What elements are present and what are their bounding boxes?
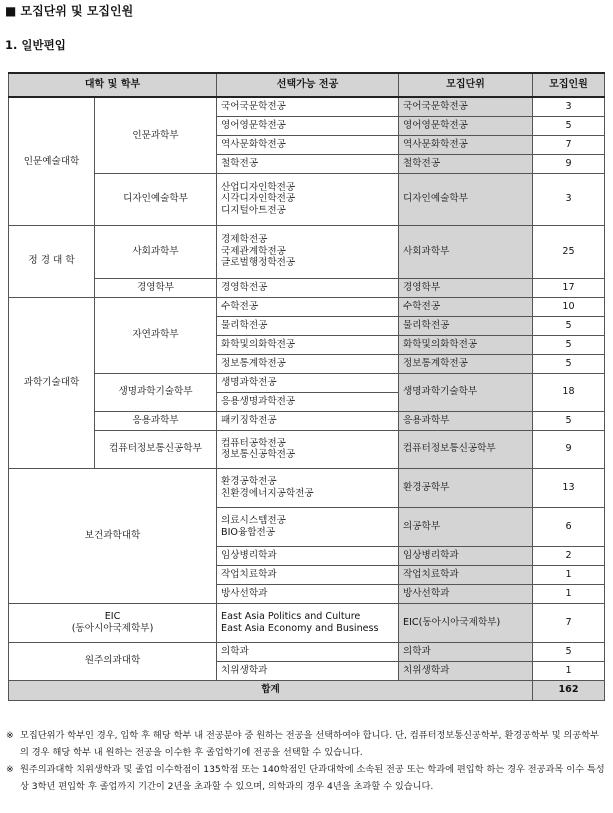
subsection-title: 1. 일반편입 xyxy=(5,38,66,52)
table-row xyxy=(9,278,605,297)
major-cell: 영어영문학전공 xyxy=(217,116,399,135)
unit-cell: 작업치료학과 xyxy=(399,565,533,584)
note-mark: ※ xyxy=(6,764,14,775)
unit-cell: 수학전공 xyxy=(399,297,533,316)
admission-table xyxy=(8,72,605,701)
unit-cell: 의공학부 xyxy=(399,507,533,546)
unit-cell: 화학및의화학전공 xyxy=(399,335,533,354)
count-cell: 13 xyxy=(533,468,605,507)
unit-cell: 디자인예술학부 xyxy=(399,173,533,225)
count-cell: 5 xyxy=(533,116,605,135)
unit-cell: 영어영문학전공 xyxy=(399,116,533,135)
table-row xyxy=(9,373,605,392)
table-row xyxy=(9,225,605,278)
count-cell: 7 xyxy=(533,135,605,154)
table-row xyxy=(9,468,605,507)
note-text: 원주의과대학 치위생학과 및 졸업 이수학점이 135학점 또는 140학점인 단과대학에 소속된 전공 또는 학과에 편입학 하는 경우 전공과목 이수 특성상 3학년 편입학 후 졸업까지 기간이 2년을 초과할 수 있으며, 의학과의 경우 4년을 초과할 수 있습니다. xyxy=(20,764,605,792)
major-cell: 방사선학과 xyxy=(217,584,399,603)
major-cell: 환경공학전공 친환경에너지공학전공 xyxy=(217,468,399,507)
footnotes xyxy=(6,727,606,795)
total-value: 162 xyxy=(533,680,605,700)
college-cell: 인문예술대학 xyxy=(9,97,95,225)
major-cell: 치위생학과 xyxy=(217,661,399,680)
unit-cell: 방사선학과 xyxy=(399,584,533,603)
dept-cell: 응용과학부 xyxy=(95,411,217,430)
major-cell: East Asia Politics and Culture East Asia Economy and Business xyxy=(217,603,399,642)
unit-cell: 임상병리학과 xyxy=(399,546,533,565)
unit-cell: 국어국문학전공 xyxy=(399,97,533,116)
count-cell: 18 xyxy=(533,373,605,411)
major-cell: 작업치료학과 xyxy=(217,565,399,584)
note-mark: ※ xyxy=(6,730,14,741)
unit-cell: 물리학전공 xyxy=(399,316,533,335)
count-cell: 10 xyxy=(533,297,605,316)
table-row xyxy=(9,642,605,661)
major-cell: 산업디자인학전공 시각디자인학전공 디지털아트전공 xyxy=(217,173,399,225)
major-cell: 역사문화학전공 xyxy=(217,135,399,154)
count-cell: 5 xyxy=(533,354,605,373)
count-cell: 5 xyxy=(533,411,605,430)
table-header-row xyxy=(9,73,605,97)
unit-cell: 치위생학과 xyxy=(399,661,533,680)
college-cell: EIC (동아시아국제학부) xyxy=(9,603,217,642)
major-cell: 경영학전공 xyxy=(217,278,399,297)
major-cell: 수학전공 xyxy=(217,297,399,316)
table-row xyxy=(9,97,605,116)
footnote xyxy=(6,727,606,761)
major-cell: 정보통계학전공 xyxy=(217,354,399,373)
major-cell: 응용생명과학전공 xyxy=(217,392,399,411)
count-cell: 3 xyxy=(533,97,605,116)
major-cell: 임상병리학과 xyxy=(217,546,399,565)
major-cell: 의학과 xyxy=(217,642,399,661)
major-cell: 철학전공 xyxy=(217,154,399,173)
header-majors: 선택가능 전공 xyxy=(217,73,399,97)
count-cell: 5 xyxy=(533,642,605,661)
count-cell: 1 xyxy=(533,584,605,603)
major-cell: 물리학전공 xyxy=(217,316,399,335)
total-row xyxy=(9,680,605,700)
count-cell: 5 xyxy=(533,335,605,354)
college-cell: 정 경 대 학 xyxy=(9,225,95,297)
unit-cell: 사회과학부 xyxy=(399,225,533,278)
dept-cell: 자연과학부 xyxy=(95,297,217,373)
major-cell: 국어국문학전공 xyxy=(217,97,399,116)
count-cell: 25 xyxy=(533,225,605,278)
unit-cell: 의학과 xyxy=(399,642,533,661)
dept-cell: 인문과학부 xyxy=(95,97,217,173)
dept-cell: 사회과학부 xyxy=(95,225,217,278)
note-text: 모집단위가 학부인 경우, 입학 후 해당 학부 내 전공분야 중 원하는 전공을 선택하여야 합니다. 단, 컴퓨터정보통신공학부, 환경공학부 및 의공학부의 경우 해당 학부 내 원하는 전공을 이수한 후 졸업학기에 전공을 선택할 수 있습니다. xyxy=(20,730,600,758)
major-cell: 의료시스템전공 BIO융합전공 xyxy=(217,507,399,546)
footnote xyxy=(6,761,606,795)
dept-cell: 디자인예술학부 xyxy=(95,173,217,225)
count-cell: 3 xyxy=(533,173,605,225)
college-cell: 원주의과대학 xyxy=(9,642,217,680)
dept-cell: 컴퓨터정보통신공학부 xyxy=(95,430,217,468)
header-college: 대학 및 학부 xyxy=(9,73,217,97)
count-cell: 9 xyxy=(533,154,605,173)
count-cell: 9 xyxy=(533,430,605,468)
college-cell: 보건과학대학 xyxy=(9,468,217,603)
dept-cell: 생명과학기술학부 xyxy=(95,373,217,411)
table-row xyxy=(9,173,605,225)
section-title: ■ 모집단위 및 모집인원 xyxy=(5,4,134,18)
dept-cell: 경영학부 xyxy=(95,278,217,297)
major-cell: 생명과학전공 xyxy=(217,373,399,392)
unit-cell: 응용과학부 xyxy=(399,411,533,430)
count-cell: 17 xyxy=(533,278,605,297)
count-cell: 5 xyxy=(533,316,605,335)
count-cell: 6 xyxy=(533,507,605,546)
unit-cell: 환경공학부 xyxy=(399,468,533,507)
major-cell: 패키징학전공 xyxy=(217,411,399,430)
unit-cell: 컴퓨터정보통신공학부 xyxy=(399,430,533,468)
table-row xyxy=(9,411,605,430)
header-count: 모집인원 xyxy=(533,73,605,97)
major-cell: 경제학전공 국제관계학전공 글로벌행정학전공 xyxy=(217,225,399,278)
table-row xyxy=(9,603,605,642)
college-cell: 과학기술대학 xyxy=(9,297,95,468)
count-cell: 1 xyxy=(533,661,605,680)
table-row xyxy=(9,297,605,316)
count-cell: 1 xyxy=(533,565,605,584)
header-unit: 모집단위 xyxy=(399,73,533,97)
unit-cell: 역사문화학전공 xyxy=(399,135,533,154)
total-label: 합계 xyxy=(9,680,533,700)
unit-cell: EIC(동아시아국제학부) xyxy=(399,603,533,642)
unit-cell: 정보통계학전공 xyxy=(399,354,533,373)
major-cell: 화학및의화학전공 xyxy=(217,335,399,354)
unit-cell: 생명과학기술학부 xyxy=(399,373,533,411)
count-cell: 7 xyxy=(533,603,605,642)
unit-cell: 철학전공 xyxy=(399,154,533,173)
count-cell: 2 xyxy=(533,546,605,565)
table-row xyxy=(9,430,605,468)
unit-cell: 경영학부 xyxy=(399,278,533,297)
major-cell: 컴퓨터공학전공 정보통신공학전공 xyxy=(217,430,399,468)
